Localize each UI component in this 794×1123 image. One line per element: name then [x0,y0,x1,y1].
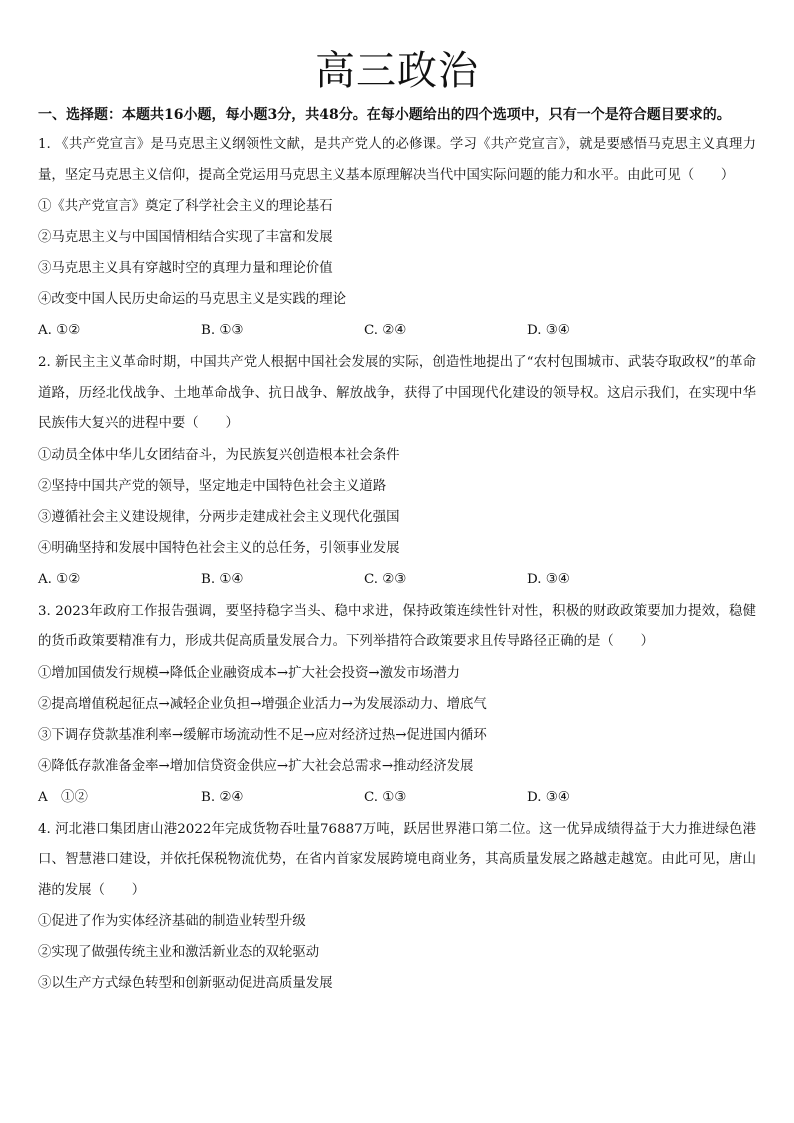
statement-option: ③马克思主义具有穿越时空的真理力量和理论价值 [38,261,333,276]
statement-option: ③遵循社会主义建设规律，分两步走建成社会主义现代化强国 [38,509,400,525]
statement-option: ③下调存贷款基准利率→缓解市场流动性不足→应对经济过热→促进国内循环 [38,727,487,743]
statement-option: ②提高增值税起征点→减轻企业负担→增强企业活力→为发展添动力、增底气 [38,696,487,712]
question-4 [38,815,756,1000]
choice-a: A. ①② [38,323,81,338]
statement-option: ①动员全体中华儿女团结奋斗，为民族复兴创造根本社会条件 [38,447,400,463]
statement-option: ②坚持中国共产党的领导，坚定地走中国特色社会主义道路 [38,478,387,494]
statement-option: ④降低存款准备金率→增加信贷资金供应→扩大社会总需求→推动经济发展 [38,758,474,774]
question-stem: 2. 新民主主义革命时期，中国共产党人根据中国社会发展的实际，创造性地提出了“农村包围城市、武装夺取政权”的革命道路，历经北伐战争、土地革命战争、抗日战争、解放战争，获得了中国现代化建设的领导权。这启示我们，在实现中华民族伟大复兴的进程中要（ ） [38,355,756,431]
choice-b: B. ①③ [201,323,244,338]
choice-c: C. ②③ [364,571,407,587]
choice-b: B. ①④ [201,571,244,587]
choice-a: A ①② [38,789,88,805]
statement-option: ④改变中国人民历史命运的马克思主义是实践的理论 [38,292,346,307]
statement-option: ①促进了作为实体经济基础的制造业转型升级 [38,914,306,929]
question-stem: 1. 《共产党宣言》是马克思主义纲领性文献，是共产党人的必修课。学习《共产党宣言》，就是要感悟马克思主义真理力量，坚定马克思主义信仰，提高全党运用马克思主义基本原理解决当代中国实际问题的能力和水平。由此可见（ ） [38,137,756,183]
choice-a: A. ①② [38,571,81,587]
statement-option: ③以生产方式绿色转型和创新驱动促进高质量发展 [38,976,333,991]
choice-b: B. ②④ [201,789,244,805]
choice-c: C. ②④ [364,323,407,338]
statement-option: ②马克思主义与中国国情相结合实现了丰富和发展 [38,230,333,245]
section-heading: 一、选择题：本题共16小题，每小题3分，共48分。在每小题给出的四个选项中，只有一个是符合题目要求的。 [38,107,731,123]
answer-choices [38,564,756,595]
question-stem: 4. 河北港口集团唐山港2022年完成货物吞吐量76887万吨，跃居世界港口第二位。这一优异成绩得益于大力推进绿色港口、智慧港口建设，并依托保税物流优势，在省内首家发展跨境电商业务，其高质量发展之路越走越宽。由此可见，唐山港的发展（ ） [38,821,756,898]
question-1 [38,130,756,346]
choice-d: D. ③④ [527,571,570,587]
answer-choices [38,782,756,813]
statement-option: ①《共产党宣言》奠定了科学社会主义的理论基石 [38,199,333,214]
choice-c: C. ①③ [364,789,407,805]
page-title: 高三政治 [315,48,479,94]
question-2 [38,348,756,595]
choice-d: D. ③④ [527,789,570,805]
question-stem: 3. 2023年政府工作报告强调，要坚持稳字当头、稳中求进，保持政策连续性针对性，积极的财政政策要加力提效，稳健的货币政策要精准有力，形成共促高质量发展合力。下列举措符合政策要求且传导路径正确的是（ ） [38,603,756,649]
statement-option: ①增加国债发行规模→降低企业融资成本→扩大社会投资→激发市场潜力 [38,665,460,681]
statement-option: ②实现了做强传统主业和激活新业态的双轮驱动 [38,945,320,960]
choice-d: D. ③④ [527,323,570,338]
answer-choices [38,315,756,346]
question-3 [38,597,756,813]
statement-option: ④明确坚持和发展中国特色社会主义的总任务，引领事业发展 [38,540,400,556]
